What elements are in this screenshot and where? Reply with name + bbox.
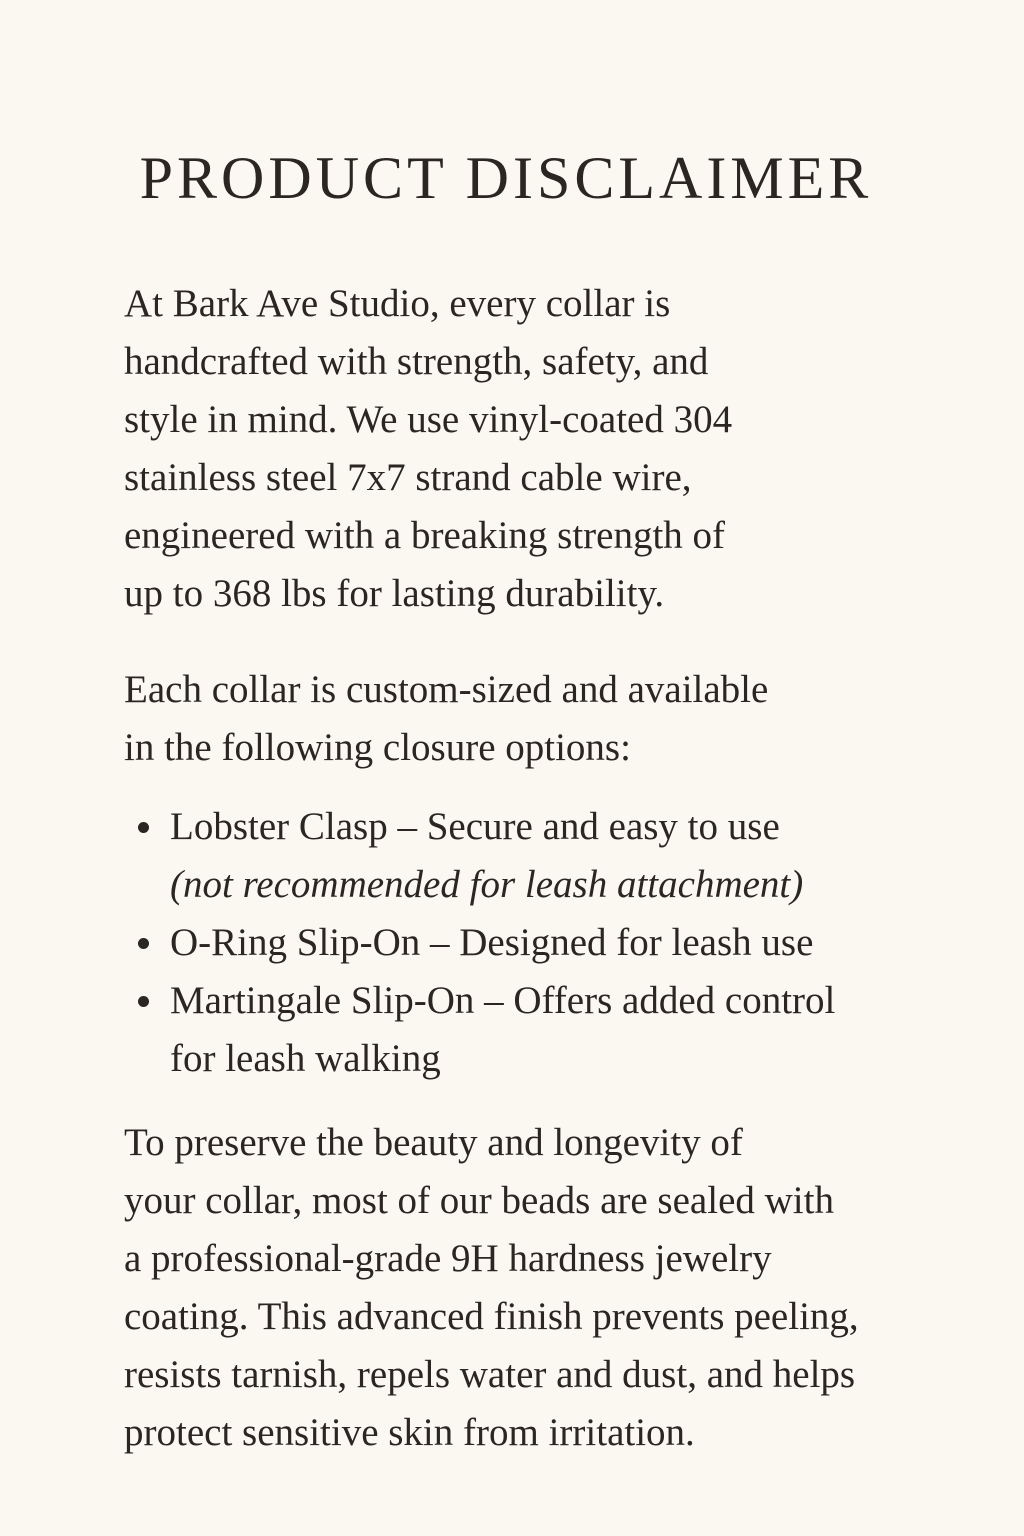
intro-line: engineered with a breaking strength of [124,514,726,557]
care-line: coating. This advanced finish prevents peeling, [124,1295,859,1338]
option-note: (not recommended for leash attachment) [170,863,804,906]
care-line: resists tarnish, repels water and dust, and helps [124,1353,856,1396]
option-label: Martingale Slip-On – Offers added control [170,979,836,1022]
care-line: protect sensitive skin from irritation. [124,1411,695,1454]
intro-line: style in mind. We use vinyl-coated 304 [124,398,733,441]
care-line: a professional-grade 9H hardness jewelry [124,1237,772,1280]
option-label-continued: for leash walking [170,1037,441,1080]
bullet-icon [138,938,149,949]
intro-line: up to 368 lbs for lasting durability. [124,572,665,615]
closure-option-o-ring [124,914,1004,972]
bullet-icon [138,822,149,833]
options-intro-paragraph [124,661,1004,777]
bullet-icon [138,996,149,1007]
intro-line: stainless steel 7x7 strand cable wire, [124,456,692,499]
option-label: O-Ring Slip-On – Designed for leash use [170,921,814,964]
care-line: your collar, most of our beads are sealed with [124,1179,834,1222]
page-title: PRODUCT DISCLAIMER [139,145,873,211]
options-intro-line: in the following closure options: [124,726,631,769]
care-paragraph [124,1114,1004,1462]
closure-options-list [124,798,1004,1088]
intro-line: At Bark Ave Studio, every collar is [124,282,671,325]
care-line: To preserve the beauty and longevity of [124,1121,743,1164]
option-label: Lobster Clasp – Secure and easy to use [170,805,780,848]
options-intro-line: Each collar is custom-sized and available [124,668,769,711]
intro-paragraph [124,275,1004,623]
closure-option-martingale [124,972,1004,1088]
intro-line: handcrafted with strength, safety, and [124,340,709,383]
closure-option-lobster-clasp [124,798,1004,914]
